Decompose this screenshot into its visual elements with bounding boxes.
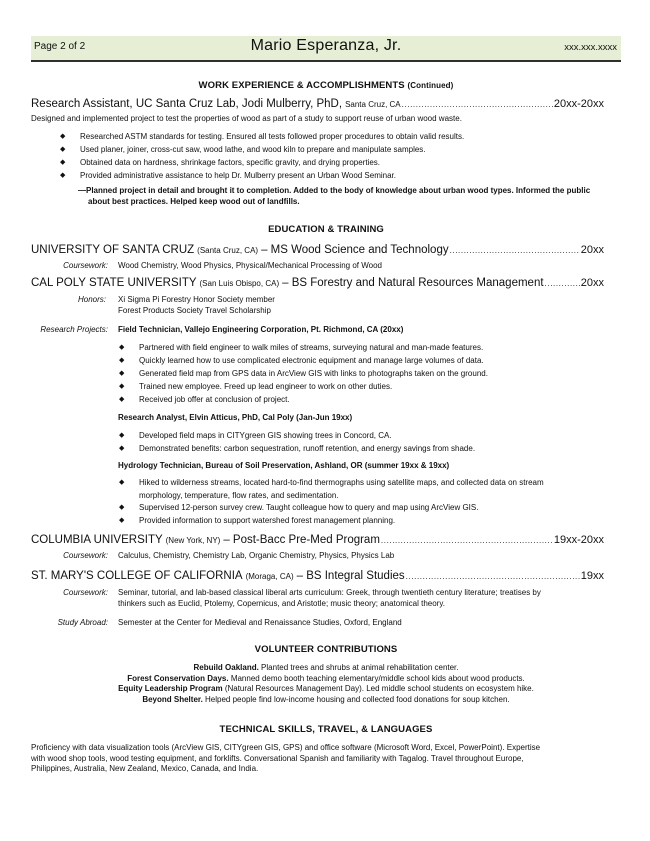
diamond-bullet-icon: ◆ <box>60 159 66 166</box>
education-section-title: EDUCATION & TRAINING <box>268 224 384 235</box>
school-location: (New York, NY) <box>165 536 221 545</box>
project-bullet-list <box>119 477 599 527</box>
list-item: ◆ Supervised 12-person survey crew. Taught colleague how to query and map using ArcView GIS. <box>119 502 599 515</box>
work-title-note: (Continued) <box>407 81 454 90</box>
edu-date: 19xx-20xx <box>553 534 604 546</box>
project-bullet-list <box>119 429 599 455</box>
degree: – BS Integral Studies <box>296 570 405 582</box>
job-highlight <box>78 186 623 207</box>
skills-line-3: Philippines, Australia, New Zealand, Mexico, Canada, and India. <box>31 764 259 773</box>
leader-dots <box>545 279 580 288</box>
job-bullet-list <box>60 130 620 182</box>
volunteer-item: Beyond Shelter. Helped people find low-income housing and collected food donations for soup kitchen. <box>142 694 510 704</box>
coursework-label: Coursework: <box>63 551 108 560</box>
leader-dots <box>402 100 553 109</box>
diamond-bullet-icon: ◆ <box>60 133 66 140</box>
job-summary: Designed and implemented project to test the properties of wood as part of a study to support reuse of urban wood waste. <box>31 114 462 123</box>
list-item: ◆ Researched ASTM standards for testing. Ensured all tests followed proper procedures to obtain valid results. <box>60 132 465 141</box>
volunteer-item: Rebuild Oakland. Planted trees and shrubs at animal rehabilitation center. <box>193 663 459 672</box>
list-item-continuation: morphology, temperature, flow rates, and sedimentation. <box>139 490 339 500</box>
diamond-bullet-icon: ◆ <box>119 504 125 511</box>
project-bullet-list <box>119 341 599 406</box>
diamond-bullet-icon: ◆ <box>60 146 66 153</box>
leader-dots <box>450 246 580 255</box>
diamond-bullet-icon: ◆ <box>119 445 125 452</box>
job-heading <box>31 98 604 110</box>
diamond-bullet-icon: ◆ <box>119 370 125 377</box>
list-item: ◆ Generated field map from GPS data in ArcView GIS with links to photographs taken on the ground. <box>119 369 488 378</box>
diamond-bullet-icon: ◆ <box>119 383 125 390</box>
skills-line-1: Proficiency with data visualization tools (ArcView GIS, CITYgreen GIS, GPS) and office software (Microsoft Word, Excel, PowerPoint). Expertise <box>31 743 541 752</box>
work-title-text: WORK EXPERIENCE & ACCOMPLISHMENTS <box>198 80 405 91</box>
skills-paragraph <box>31 743 631 775</box>
list-item: ◆ Trained new employee. Freed up lead engineer to work on other duties. <box>119 382 393 391</box>
job-location: Santa Cruz, CA <box>345 100 401 109</box>
school-name: CAL POLY STATE UNIVERSITY <box>31 277 197 289</box>
school-location: (San Luis Obispo, CA) <box>199 279 280 288</box>
page-header <box>31 36 621 62</box>
coursework-line-2: thinkers such as Euclid, Ptolemy, Copernicus, and Aristotle; music theory; anatomical theory. <box>118 598 445 608</box>
school-location: (Moraga, CA) <box>245 572 294 581</box>
candidate-name: Mario Esperanza, Jr. <box>250 37 402 54</box>
project-title: Research Analyst, Elvin Atticus, PhD, Cal Poly (Jan-Jun 19xx) <box>118 413 353 422</box>
list-item: ◆ Demonstrated benefits: carbon sequestration, runoff retention, and energy savings from shade. <box>119 444 476 453</box>
coursework-line-1: Seminar, tutorial, and lab-based classical liberal arts curriculum: Greek, through twentieth century literature; treatises by <box>118 588 541 597</box>
list-item: ◆ Developed field maps in CITYgreen GIS showing trees in Concord, CA. <box>119 431 392 440</box>
list-item: ◆ Received job offer at conclusion of project. <box>119 395 290 404</box>
volunteer-section-title: VOLUNTEER CONTRIBUTIONS <box>254 644 398 655</box>
list-item: ◆ Provided administrative assistance to help Dr. Mulberry present an Urban Wood Seminar. <box>60 171 397 180</box>
school-location: (Santa Cruz, CA) <box>197 246 259 255</box>
diamond-bullet-icon: ◆ <box>119 357 125 364</box>
list-item: ◆ Hiked to wilderness streams, located hard-to-find thermographs using satellite maps, and collected data on stream <box>119 477 599 490</box>
volunteer-list <box>31 663 621 705</box>
leader-dots <box>381 536 553 545</box>
school-name: ST. MARY'S COLLEGE OF CALIFORNIA <box>31 570 243 582</box>
diamond-bullet-icon: ◆ <box>119 344 125 351</box>
edu-date: 20xx <box>580 277 604 289</box>
school-name: UNIVERSITY OF SANTA CRUZ <box>31 244 195 256</box>
list-item: ◆ Obtained data on hardness, shrinkage factors, specific gravity, and drying properties. <box>60 158 381 167</box>
diamond-bullet-icon: ◆ <box>60 172 66 179</box>
diamond-bullet-icon: ◆ <box>119 432 125 439</box>
honors-label: Honors: <box>77 295 106 304</box>
study-abroad-label: Study Abroad: <box>57 618 108 627</box>
diamond-bullet-icon: ◆ <box>119 479 125 486</box>
honor-item: Forest Products Society Travel Scholarship <box>118 305 271 315</box>
volunteer-item: Forest Conservation Days. Manned demo booth teaching elementary/middle school kids about wood products. <box>127 673 525 683</box>
page-number: Page 2 of 2 <box>34 41 86 52</box>
phone-number: xxx.xxx.xxxx <box>564 42 617 53</box>
job-date: 20xx-20xx <box>553 98 604 110</box>
volunteer-item: Equity Leadership Program (Natural Resources Management Day). Led middle school students on ecosystem hike. <box>118 684 534 693</box>
highlight-line-2: about best practices. Helped keep wood out of landfills. <box>88 196 300 206</box>
edu-columbia-heading <box>31 534 604 546</box>
honors-list <box>118 295 275 316</box>
coursework-text <box>118 588 618 609</box>
list-item: ◆ Partnered with field engineer to walk miles of streams, surveying natural and man-made features. <box>119 343 484 352</box>
school-name: COLUMBIA UNIVERSITY <box>31 534 163 546</box>
project-title: Field Technician, Vallejo Engineering Corporation, Pt. Richmond, CA (20xx) <box>118 325 404 334</box>
list-item: ◆ Quickly learned how to use complicated electronic equipment and manage large volumes of data. <box>119 356 484 365</box>
coursework-label: Coursework: <box>63 261 108 270</box>
edu-ucsc-heading <box>31 244 604 256</box>
degree: – Post-Bacc Pre-Med Program <box>223 534 380 546</box>
work-section-title <box>31 80 621 91</box>
edu-stmarys-heading <box>31 570 604 582</box>
list-item: ◆ Provided information to support watershed forest management planning. <box>119 515 599 528</box>
edu-calpoly-heading <box>31 277 604 289</box>
project-title: Hydrology Technician, Bureau of Soil Preservation, Ashland, OR (summer 19xx & 19xx) <box>118 461 450 470</box>
coursework-text: Calculus, Chemistry, Chemistry Lab, Organic Chemistry, Physics, Physics Lab <box>118 551 395 560</box>
edu-date: 19xx <box>580 570 604 582</box>
edu-date: 20xx <box>580 244 604 256</box>
skills-section-title: TECHNICAL SKILLS, TRAVEL, & LANGUAGES <box>219 724 433 735</box>
degree: – MS Wood Science and Technology <box>261 244 449 256</box>
diamond-bullet-icon: ◆ <box>119 396 125 403</box>
research-projects-label: Research Projects: <box>40 325 108 334</box>
coursework-label: Coursework: <box>63 588 108 597</box>
honor-item: Xi Sigma Pi Forestry Honor Society member <box>118 295 275 304</box>
leader-dots <box>406 572 580 581</box>
degree: – BS Forestry and Natural Resources Management <box>282 277 544 289</box>
diamond-bullet-icon: ◆ <box>119 516 125 524</box>
coursework-text: Wood Chemistry, Wood Physics, Physical/Mechanical Processing of Wood <box>118 261 382 270</box>
highlight-line-1: —Planned project in detail and brought it to completion. Added to the body of knowledge about urban wood types. Informed the public <box>78 186 591 195</box>
list-item: ◆ Used planer, joiner, cross-cut saw, wood lathe, and wood kiln to prepare and manipulate samples. <box>60 145 426 154</box>
study-abroad-text: Semester at the Center for Medieval and Renaissance Studies, Oxford, England <box>118 618 402 627</box>
skills-line-2: with wood shop tools, wood testing equipment, and forklifts. Conversational Spanish and familiarity with Tagalog. Travel throughout Europe, <box>31 753 524 763</box>
job-role: Research Assistant, UC Santa Cruz Lab, Jodi Mulberry, PhD, <box>31 98 343 110</box>
